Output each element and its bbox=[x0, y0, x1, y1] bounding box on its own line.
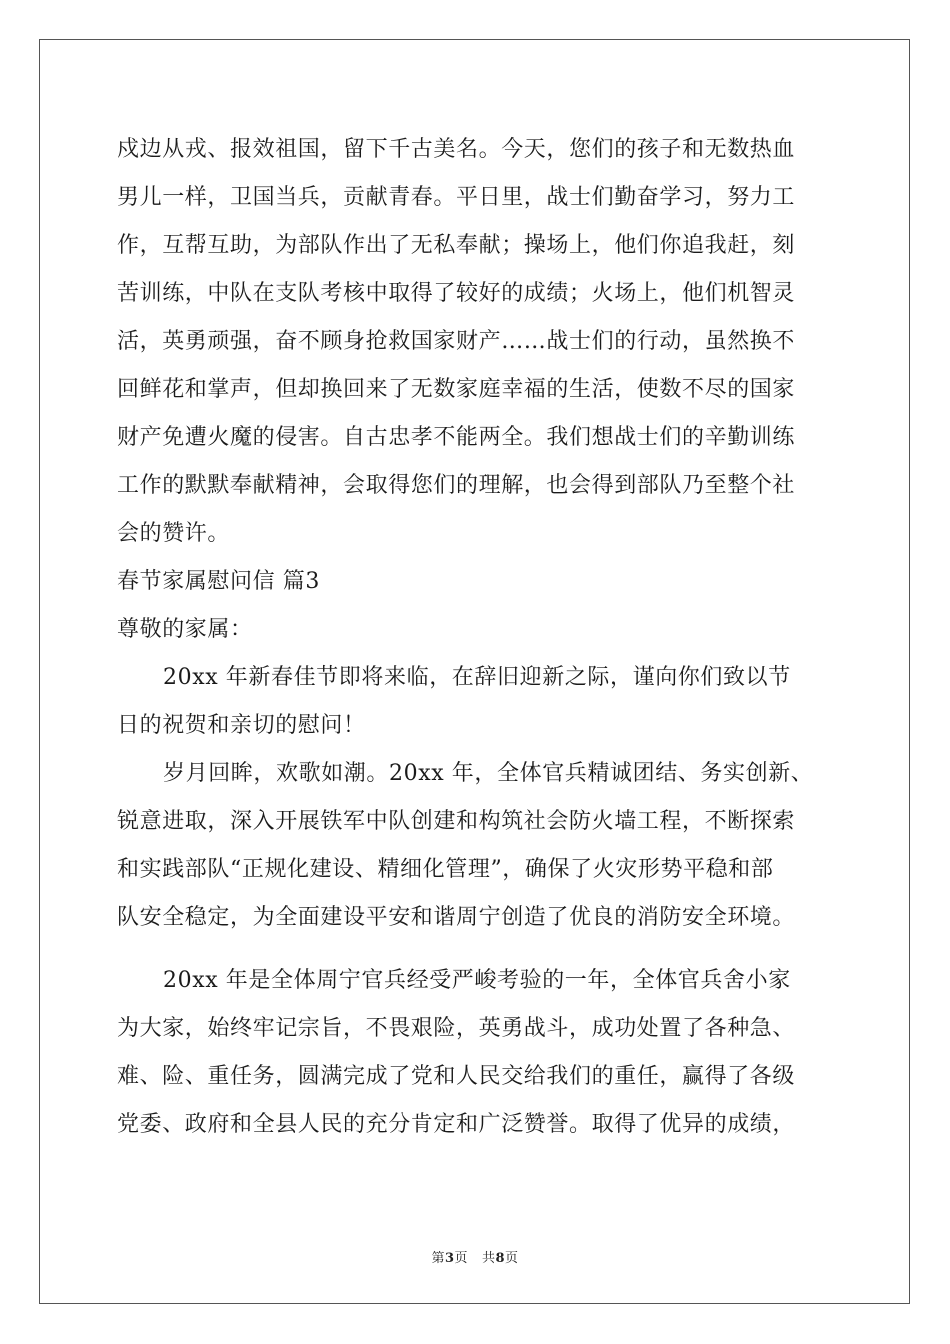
text-line: 20xx 年是全体周宁官兵经受严峻考验的一年，全体官兵舍小家 bbox=[163, 968, 791, 993]
text-line: 戍边从戎、报效祖国，留下千古美名。今天，您们的孩子和无数热血 bbox=[117, 137, 796, 162]
text-line: 和实践部队“正规化建设、精细化管理”，确保了火灾形势平稳和部 bbox=[117, 857, 774, 882]
text-line: 苦训练，中队在支队考核中取得了较好的成绩；火场上，他们机智灵 bbox=[117, 281, 796, 306]
text-line: 难、险、重任务，圆满完成了党和人民交给我们的重任，赢得了各级 bbox=[117, 1064, 796, 1089]
page-number: 3 bbox=[444, 1251, 455, 1266]
text-line: 锐意进取，深入开展铁军中队创建和构筑社会防火墙工程，不断探索 bbox=[117, 809, 796, 834]
text-line: 20xx 年新春佳节即将来临，在辞旧迎新之际，谨向你们致以节 bbox=[163, 665, 791, 690]
text-line: 活，英勇顽强，奋不顾身抢救国家财产……战士们的行动，虽然换不 bbox=[117, 329, 796, 354]
section-heading: 春节家属慰问信 篇3 bbox=[117, 569, 320, 594]
page-label-prefix: 第 bbox=[431, 1251, 445, 1266]
page-label-suffix: 页 bbox=[454, 1251, 469, 1266]
text-line: 财产免遭火魔的侵害。自古忠孝不能两全。我们想战士们的辛勤训练 bbox=[117, 425, 796, 450]
text-line: 回鲜花和掌声，但却换回来了无数家庭幸福的生活，使数不尽的国家 bbox=[117, 377, 796, 402]
text-line: 队安全稳定，为全面建设平安和谐周宁创造了优良的消防安全环境。 bbox=[117, 905, 796, 930]
total-label-suffix: 页 bbox=[505, 1251, 519, 1266]
text-line: 日的祝贺和亲切的慰问！ bbox=[117, 713, 366, 738]
total-label-prefix: 共 bbox=[481, 1251, 496, 1266]
text-line: 作，互帮互助，为部队作出了无私奉献；操场上，他们你追我赶，刻 bbox=[117, 233, 796, 258]
page-total: 8 bbox=[495, 1251, 506, 1266]
salutation: 尊敬的家属： bbox=[117, 617, 253, 642]
text-line: 岁月回眸，欢歌如潮。20xx 年，全体官兵精诚团结、务实创新、 bbox=[163, 761, 814, 786]
text-line: 工作的默默奉献精神，会取得您们的理解，也会得到部队乃至整个社 bbox=[117, 473, 796, 498]
text-line: 男儿一样，卫国当兵，贡献青春。平日里，战士们勤奋学习，努力工 bbox=[117, 185, 796, 210]
text-line: 党委、政府和全县人民的充分肯定和广泛赞誉。取得了优异的成绩， bbox=[117, 1112, 796, 1137]
text-line: 为大家，始终牢记宗旨，不畏艰险，英勇战斗，成功处置了各种急、 bbox=[117, 1016, 796, 1041]
page-footer bbox=[0, 1247, 950, 1266]
text-line: 会的赞许。 bbox=[117, 521, 231, 546]
